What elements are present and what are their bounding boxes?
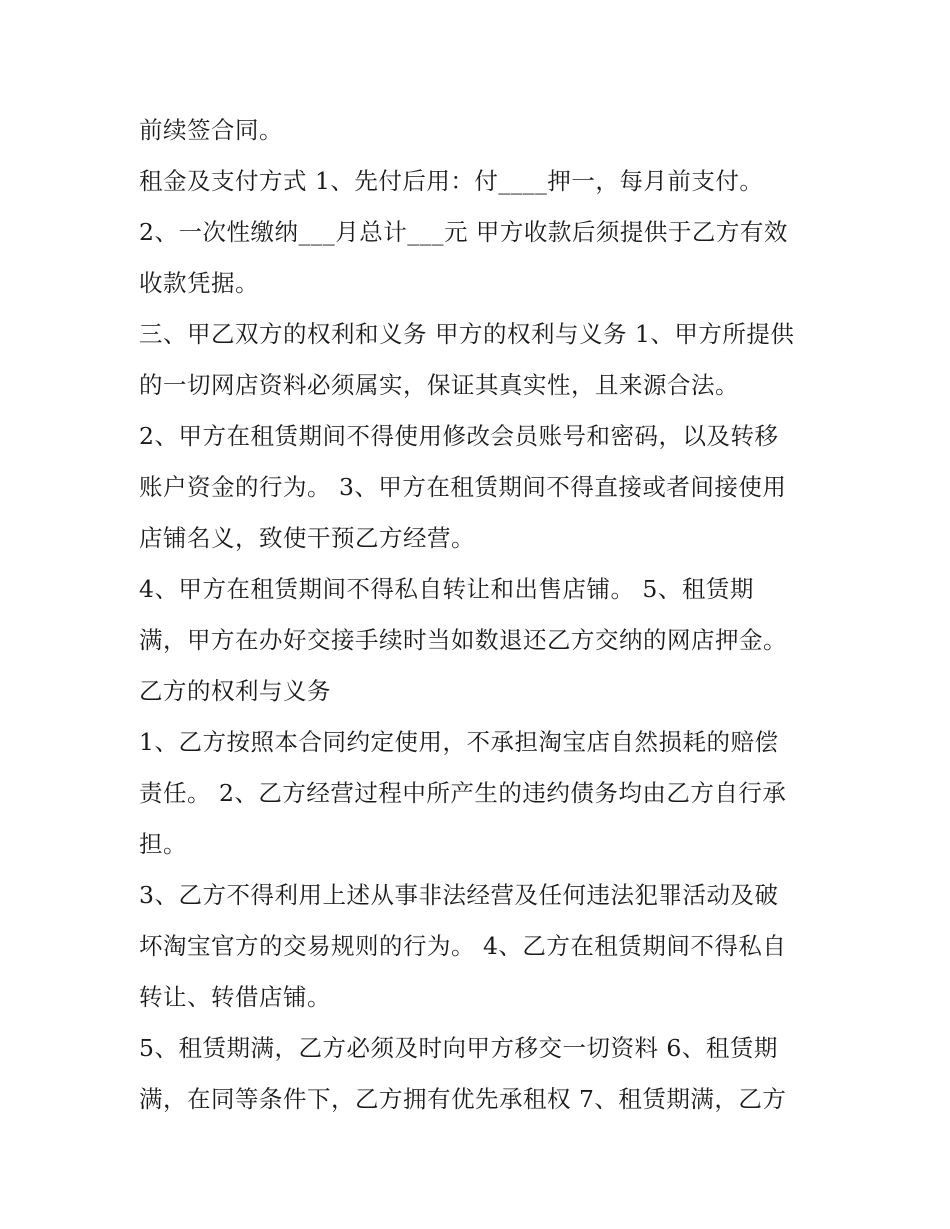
text-line: 坏淘宝官方的交易规则的行为。 4、乙方在租赁期间不得私自 — [139, 932, 787, 960]
text-line: 转让、转借店铺。 — [139, 983, 331, 1011]
text-line: 店铺名义，致使干预乙方经营。 — [139, 524, 475, 552]
text-line: 1、乙方按照本合同约定使用，不承担淘宝店自然损耗的赔偿 — [139, 728, 779, 756]
text-line: 收款凭据。 — [139, 269, 259, 297]
text-line: 5、租赁期满，乙方必须及时向甲方移交一切资料 6、租赁期 — [139, 1034, 778, 1062]
text-line: 3、乙方不得利用上述从事非法经营及任何违法犯罪活动及破 — [139, 881, 779, 909]
text-line: 账户资金的行为。 3、甲方在租赁期间不得直接或者间接使用 — [139, 473, 787, 501]
section-heading: 乙方的权利与义务 — [139, 677, 331, 705]
contract-text-body — [139, 105, 819, 1125]
text-line: 担。 — [139, 830, 187, 858]
text-line: 满，在同等条件下，乙方拥有优先承租权 7、租赁期满，乙方 — [139, 1085, 787, 1113]
text-line: 满，甲方在办好交接手续时当如数退还乙方交纳的网店押金。 — [139, 626, 787, 654]
text-line: 的一切网店资料必须属实，保证其真实性，且来源合法。 — [139, 371, 739, 399]
text-line: 租金及支付方式 1、先付后用：付____押一，每月前支付。 — [139, 167, 764, 195]
text-line: 三、甲乙双方的权利和义务 甲方的权利与义务 1、甲方所提供 — [139, 320, 795, 348]
text-line: 4、甲方在租赁期间不得私自转让和出售店铺。 5、租赁期 — [139, 575, 754, 603]
text-line: 2、甲方在租赁期间不得使用修改会员账号和密码，以及转移 — [139, 422, 779, 450]
text-line: 责任。 2、乙方经营过程中所产生的违约债务均由乙方自行承 — [139, 779, 787, 807]
text-line: 2、一次性缴纳___月总计___元 甲方收款后须提供于乙方有效 — [139, 218, 788, 246]
text-line: 前续签合同。 — [139, 116, 283, 144]
